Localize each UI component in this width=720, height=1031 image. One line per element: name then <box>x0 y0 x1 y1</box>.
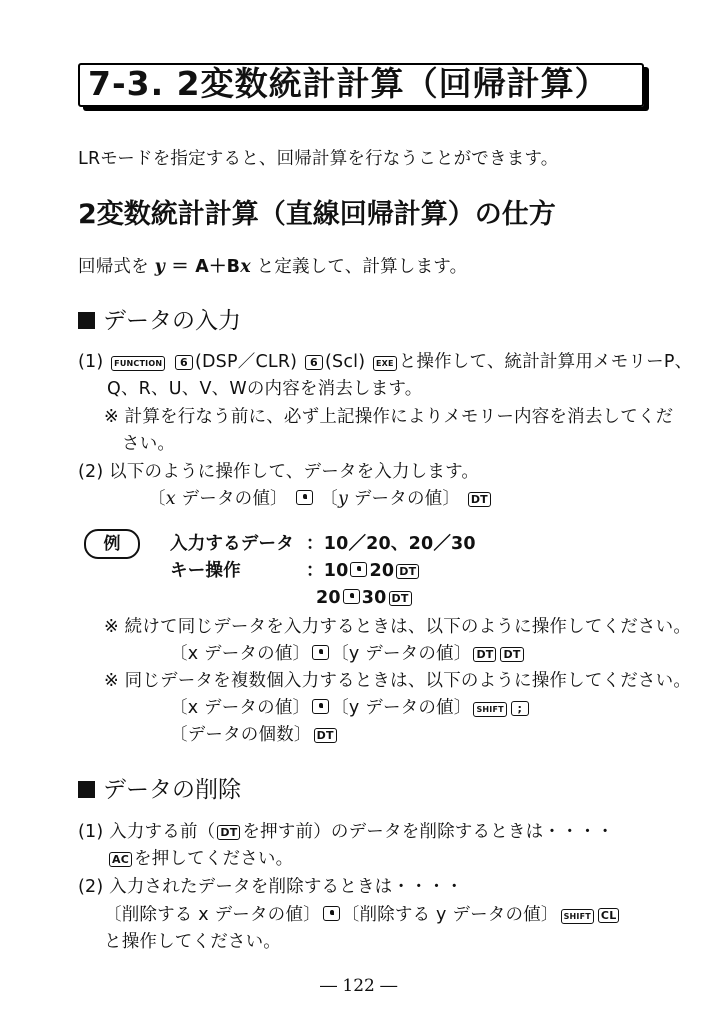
y-var: y <box>337 489 349 509</box>
section-heading: 7-3. 2変数統計計算（回帰計算） <box>88 64 609 103</box>
dt-key-icon: DT <box>468 492 491 507</box>
input-heading <box>78 307 241 335</box>
bracket-open: 〔 <box>320 489 338 509</box>
note-multiple-data: ※ 同じデータを複数個入力するときは、以下のように操作してください。 <box>104 671 692 691</box>
bracket-open: 〔 <box>148 489 166 509</box>
note-repeat-data: ※ 続けて同じデータを入力するときは、以下のように操作してください。 <box>104 617 692 637</box>
count-label: 〔データの個数〕 <box>170 725 312 745</box>
six-key-icon: 6 <box>305 355 323 370</box>
step-number: (1) <box>78 352 104 372</box>
subsection-title: 2変数統計計算（直線回帰計算）の仕方 <box>78 199 556 230</box>
input-sequence <box>148 488 493 510</box>
comma-key-icon <box>312 699 329 714</box>
example-key-sequence-1 <box>306 560 421 582</box>
delete-step-1-line2 <box>107 848 293 870</box>
delete-step1-post: を押す前）のデータを削除するときは・・・・ <box>242 822 615 842</box>
function-key-icon: FUNCTION <box>111 356 165 371</box>
formula-x: x <box>240 257 251 277</box>
dt-key-icon: DT <box>500 647 523 662</box>
exe-key-icon: EXE <box>373 356 397 371</box>
input-step-2 <box>78 461 479 483</box>
page-number: ― 122 ― <box>320 976 398 996</box>
dt-key-icon: DT <box>217 825 240 840</box>
intro-text: LRモードを指定すると、回帰計算を行なうことができます。 <box>78 149 559 169</box>
delete-sequence <box>104 904 621 926</box>
x-var: x <box>165 489 176 509</box>
delete-step-2: (2) 入力されたデータを削除するときは・・・・ <box>78 877 464 897</box>
regression-formula <box>78 256 467 278</box>
dt-key-icon: DT <box>473 647 496 662</box>
step1-text: と操作して、統計計算用メモリーP、 <box>398 352 693 372</box>
example-data-value: ：10／20、20／30 <box>306 534 476 554</box>
comma-key-icon <box>296 490 313 505</box>
delete-step-1 <box>78 821 614 843</box>
delete-step1-pre: (1) 入力する前（ <box>78 822 216 842</box>
dt-key-icon: DT <box>396 564 419 579</box>
x-data-label: データの値〕 <box>175 489 288 509</box>
delete-step1-line2-text: を押してください。 <box>134 849 294 869</box>
shift-key-icon: SHIFT <box>561 909 594 924</box>
delete-heading-text: データの削除 <box>103 777 241 803</box>
dsp-clr-text: (DSP／CLR) <box>194 352 298 372</box>
x-data-label: 〔x データの値〕 <box>170 644 311 664</box>
comma-key-icon <box>343 589 360 604</box>
comma-key-icon <box>312 645 329 660</box>
scl-text: (Scl) <box>324 352 366 372</box>
value-20: 20 <box>369 561 395 581</box>
comma-key-icon <box>350 562 367 577</box>
six-key-icon: 6 <box>175 355 193 370</box>
semicolon-key-icon: ; <box>511 701 529 716</box>
repeat-sequence <box>170 643 526 665</box>
y-data-label: 〔y データの値〕 <box>331 644 472 664</box>
dt-key-icon: DT <box>314 728 337 743</box>
example-key-label: キー操作 <box>170 561 241 581</box>
input-step-1-line2: Q、R、U、V、Wの内容を消去します。 <box>107 379 423 399</box>
step2-text: 以下のように操作して、データを入力します。 <box>109 462 480 482</box>
formula-pre: 回帰式を <box>78 257 155 277</box>
formula-eq: ＝ A＋B <box>164 257 241 277</box>
value-20: 20 <box>316 588 341 608</box>
note-clear-memory: ※ 計算を行なう前に、必ず上記操作によりメモリー内容を消去してくだ <box>104 407 674 427</box>
input-step-1 <box>78 351 692 373</box>
y-data-label: 〔y データの値〕 <box>331 698 472 718</box>
dt-key-icon: DT <box>389 591 412 606</box>
colon: ： <box>306 561 324 581</box>
cl-key-icon: CL <box>598 908 619 923</box>
value-30: 30 <box>361 588 387 608</box>
y-data-label: データの値〕 <box>348 489 461 509</box>
step-number: (2) <box>78 462 104 482</box>
comma-key-icon <box>323 906 340 921</box>
count-sequence <box>170 724 339 746</box>
value-10: 10 <box>323 561 349 581</box>
formula-post: と定義して、計算します。 <box>250 257 468 277</box>
delete-y-label: 〔削除する y データの値〕 <box>341 905 559 925</box>
ac-key-icon: AC <box>109 852 132 867</box>
note-clear-memory-line2: さい。 <box>122 434 176 454</box>
square-bullet-icon <box>78 781 95 798</box>
delete-x-label: 〔削除する x データの値〕 <box>104 905 321 925</box>
formula-y: y <box>154 257 165 277</box>
delete-heading <box>78 776 241 804</box>
shift-key-icon: SHIFT <box>473 702 506 717</box>
example-data-label: 入力するデータ <box>170 534 294 554</box>
input-heading-text: データの入力 <box>103 308 241 334</box>
example-label: 例 <box>84 529 140 559</box>
square-bullet-icon <box>78 312 95 329</box>
x-data-label: 〔x データの値〕 <box>170 698 311 718</box>
multiple-sequence <box>170 697 531 719</box>
example-key-sequence-2 <box>316 587 414 609</box>
delete-step-2-end: と操作してください。 <box>104 932 281 952</box>
